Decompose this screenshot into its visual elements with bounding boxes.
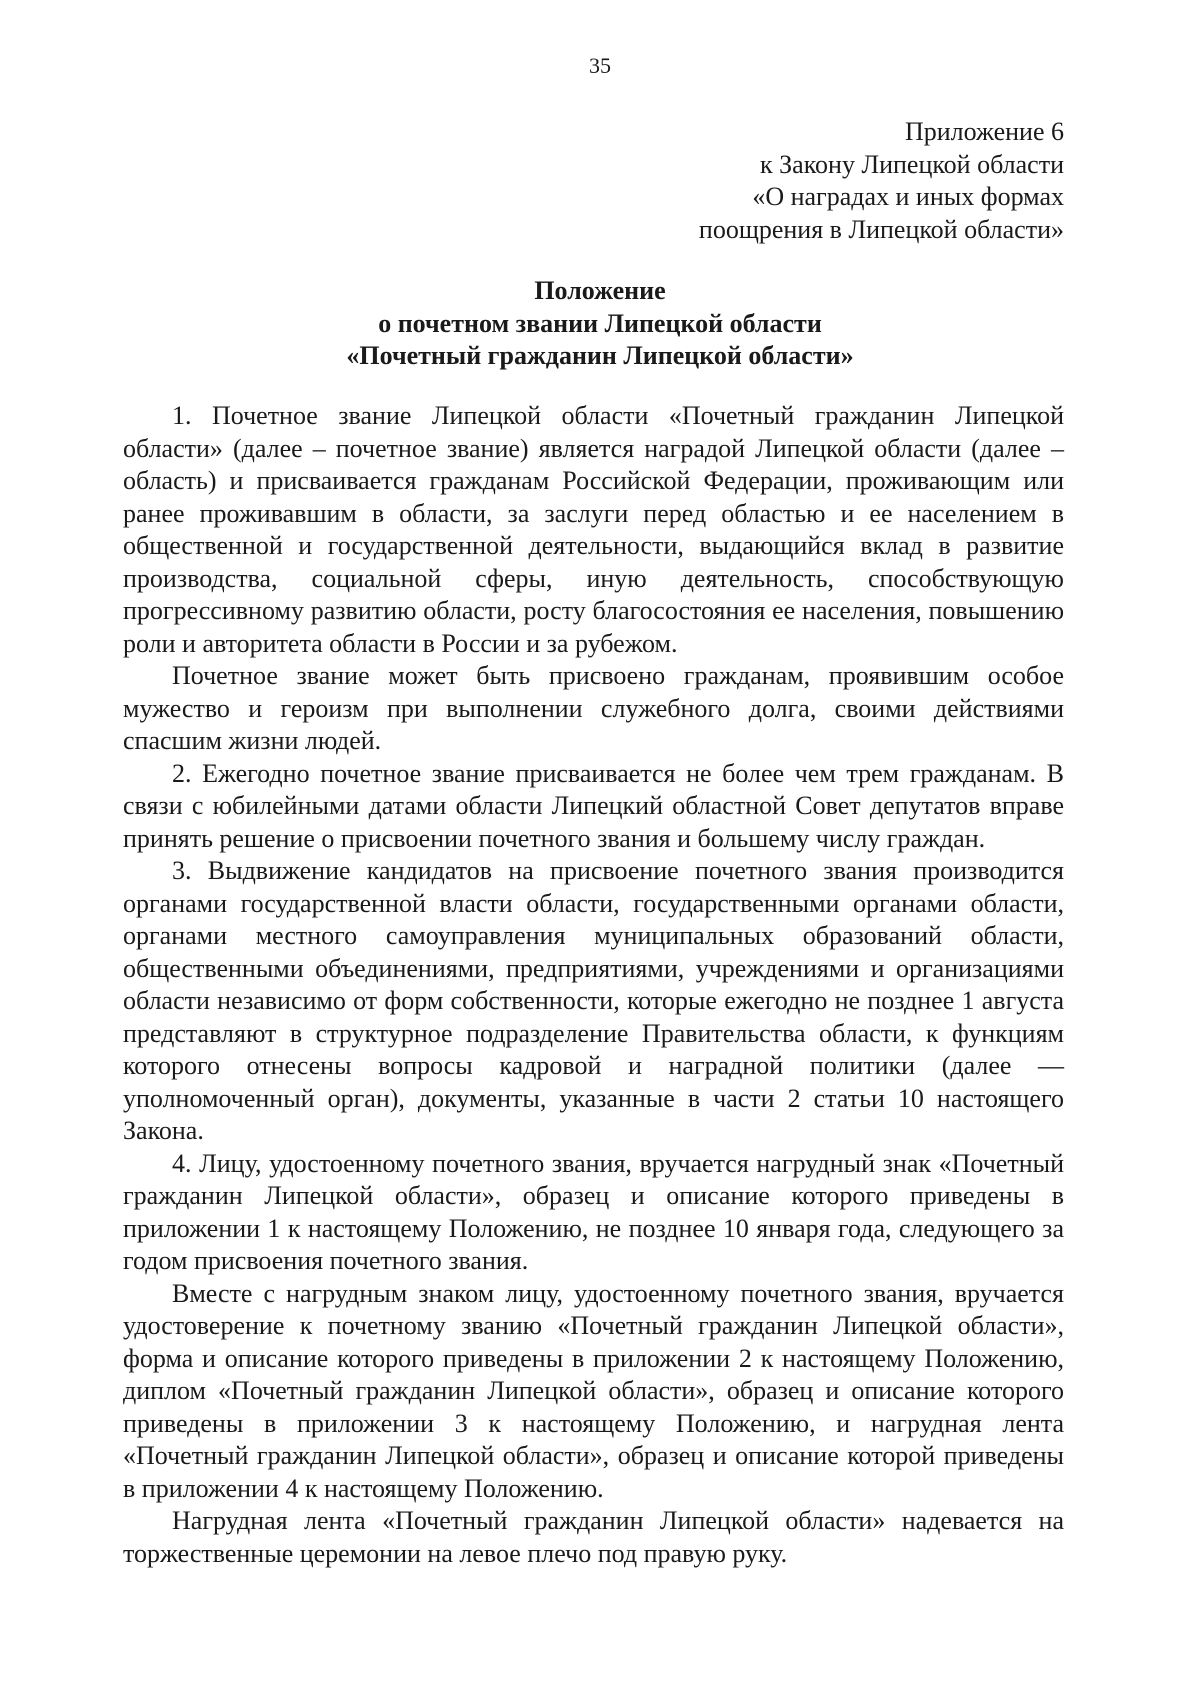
title-line: о почетном звании Липецкой области: [378, 308, 822, 338]
title-line: Положение: [534, 276, 666, 305]
paragraph: Вместе с нагрудным знаком лицу, удостоенному почетного звания, вручается удостоверение к почетному званию «Почетный гражданин Липецкой области», форма и описание которого приведены в приложении 2 к настоящему Положению, диплом «Почетный гражданин Липецкой области», образец и описание которого приведены в приложении 3 к настоящему Положению, и нагрудная лента «Почетный гражданин Липецкой области», образец и описание которой приведены в приложении 4 к настоящему Положению.: [123, 1278, 1064, 1503]
paragraph: 1. Почетное звание Липецкой области «Почетный гражданин Липецкой области» (далее – почетное звание) является наградой Липецкой области (далее – область) и присваивается гражданам Российской Федерации, проживающим или ранее проживавшим в области, за заслуги перед областью и ее населением в общественной и государственной деятельности, выдающийся вклад в развитие производства, социальной сферы, иную деятельность, способствующую прогрессивному развитию области, росту благосостояния ее населения, повышению роли и авторитета области в России и за рубежом.: [123, 401, 1064, 658]
paragraph: Почетное звание может быть присвоено гражданам, проявившим особое мужество и героизм при выполнении служебного долга, своими действиями спасшим жизни людей.: [123, 661, 1064, 755]
page-number: 35: [589, 53, 611, 78]
appendix-line: Приложение 6: [904, 117, 1064, 146]
paragraph: 2. Ежегодно почетное звание присваивается не более чем трем гражданам. В связи с юбилейными датами области Липецкий областной Совет депутатов вправе принять решение о присвоении почетного звания и большему числу граждан.: [123, 758, 1064, 853]
appendix-header: [699, 116, 1064, 246]
appendix-line: «О наградах и иных формах: [752, 182, 1064, 211]
paragraph: Нагрудная лента «Почетный гражданин Липецкой области» надевается на торжественные церемонии на левое плечо под правую руку.: [123, 1506, 1064, 1568]
document-body: [123, 400, 1064, 1570]
paragraph: 4. Лицу, удостоенному почетного звания, вручается нагрудный знак «Почетный гражданин Липецкой области», образец и описание которого приведены в приложении 1 к настоящему Положению, не позднее 10 января года, следующего за годом присвоения почетного звания.: [123, 1148, 1064, 1275]
title-line: «Почетный гражданин Липецкой области»: [346, 341, 854, 370]
document-title: [0, 275, 1200, 373]
paragraph: 3. Выдвижение кандидатов на присвоение почетного звания производится органами государственной власти области, государственными органами области, органами местного самоуправления муниципальных образований области, общественными объединениями, предприятиями, учреждениями и организациями области независимо от форм собственности, которые ежегодно не позднее 1 августа представляют в структурное подразделение Правительства области, к функциям которого отнесены вопросы кадровой и наградной политики (далее — уполномоченный орган), документы, указанные в части 2 статьи 10 настоящего Закона.: [123, 856, 1064, 1145]
appendix-line: поощрения в Липецкой области»: [698, 214, 1064, 244]
appendix-line: к Закону Липецкой области: [760, 149, 1064, 179]
